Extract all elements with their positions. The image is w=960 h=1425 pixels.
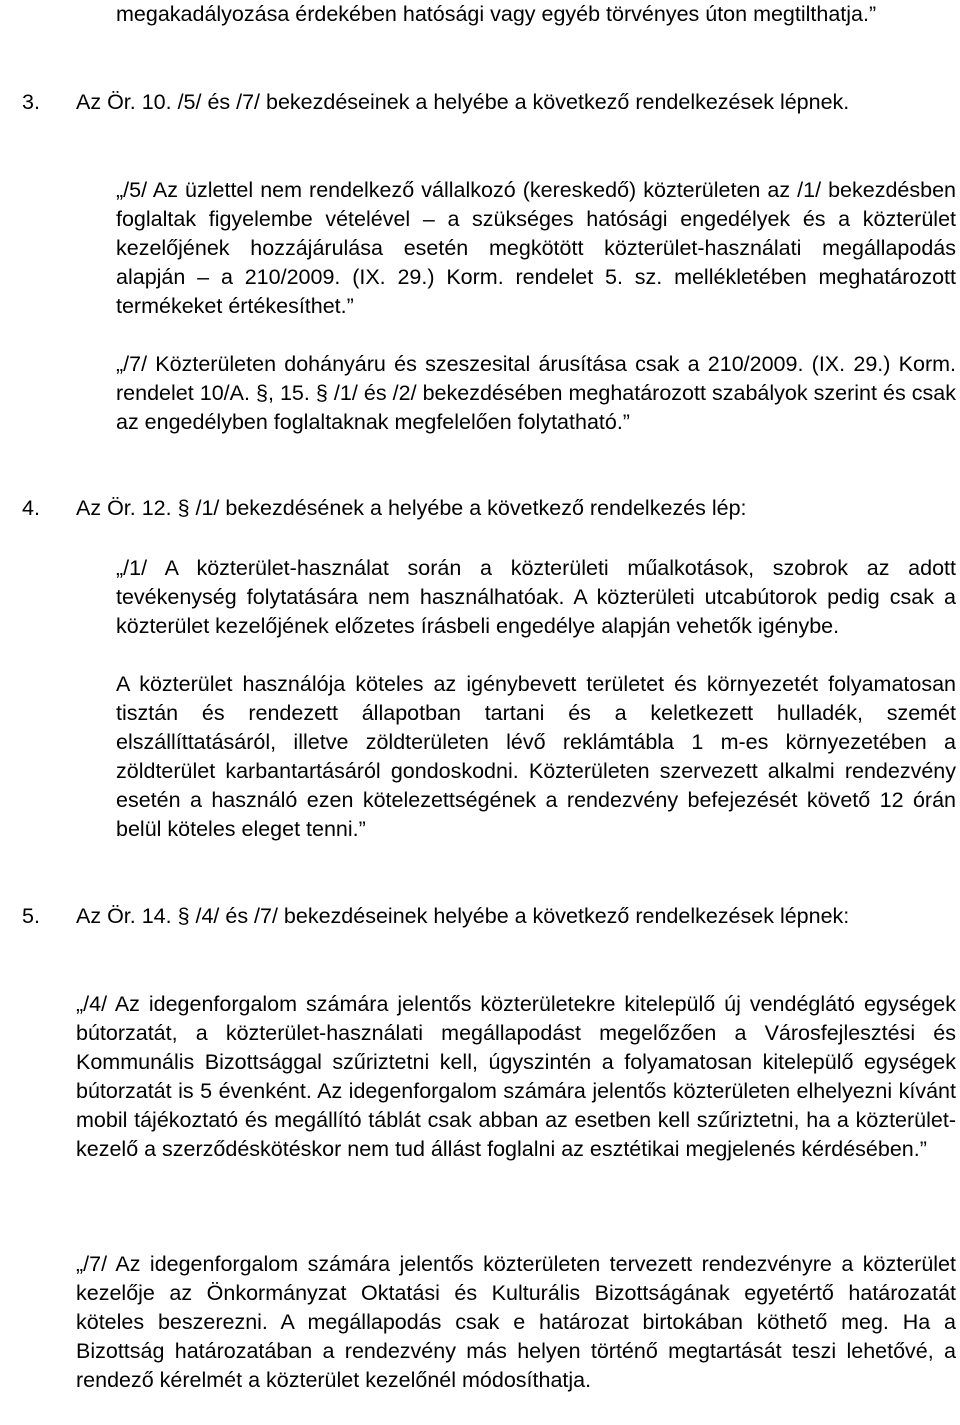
- quoted-paragraph-7b: „/7/ Az idegenforgalom számára jelentős közterületen tervezett rendezvényre a közterület kezelője az Önkormányzat Oktatási és Kulturális Bizottságának egyetértő határozatát köteles beszerezni. A megállapodás csak e határozat birtokában köthető meg. Ha a Bizottság határozatában a rendezvény más helyen történő megtartását teszi lehetővé, a rendező kérelmét a közterület kezelőnél módosíthatja.: [76, 1252, 956, 1392]
- quoted-paragraph-7: „/7/ Közterületen dohányáru és szeszesital árusítása csak a 210/2009. (IX. 29.) Korm. rendelet 10/A. §, 15. § /1/ és /2/ bekezdésében meghatározott szabályok szerint és csak az engedélyben foglaltaknak megfelelően folytatható.”: [116, 352, 956, 434]
- quoted-paragraph-5: „/5/ Az üzlettel nem rendelkező vállalkozó (kereskedő) közterületen az /1/ bekezdésben foglaltak figyelembe vételével – a szükséges hatósági engedélyek és a közterület kezelőjének hozzájárulása esetén megkötött közterület-használati megállapodás alapján – a 210/2009. (IX. 29.) Korm. rendelet 5. sz. mellékletében meghatározott termékeket értékesíthet.”: [116, 178, 956, 318]
- paragraph-continuation: megakadályozása érdekében hatósági vagy egyéb törvényes úton megtilthatja.”: [116, 2, 877, 26]
- quoted-paragraph-1b: A közterület használója köteles az igénybevett területet és környezetét folyamatosan tisztán és rendezett állapotban tartani és a keletkezett hulladék, szemét elszállíttatásáról, illetve zöldterületen lévő reklámtábla 1 m-es környezetében a zöldterület karbantartásáról gondoskodni. Közterületen szervezett alkalmi rendezvény esetén a használó ezen kötelezettségének a rendezvény befejezését követő 12 órán belül köteles eleget tenni.”: [116, 672, 956, 841]
- section-text: Az Ör. 14. § /4/ és /7/ bekezdéseinek helyébe a következő rendelkezések lépnek:: [76, 904, 850, 928]
- section-text: Az Ör. 12. § /1/ bekezdésének a helyébe a következő rendelkezés lép:: [76, 496, 747, 520]
- quoted-paragraph-1a: „/1/ A közterület-használat során a közterületi műalkotások, szobrok az adott tevékenység folytatására nem használhatóak. A közterületi utcabútorok pedig csak a közterület kezelőjének előzetes írásbeli engedélye alapján vehetők igénybe.: [116, 556, 956, 638]
- quoted-paragraph-4: „/4/ Az idegenforgalom számára jelentős közterületekre kitelepülő új vendéglátó egységek bútorzatát, a közterület-használati megállapodást megelőzően a Városfejlesztési és Kommunális Bizottsággal szűriztetni kell, úgyszintén a folyamatosan kitelepülő egységek bútorzatát is 5 évenként. Az idegenforgalom számára jelentős közterületen elhelyezni kívánt mobil tájékoztató és megállító táblát csak abban az esetben kell szűriztetni, ha a közterület-kezelő a szerződéskötéskor nem tud állást foglalni az esztétikai megjelenés kérdésében.”: [76, 992, 956, 1161]
- section-number: 4.: [22, 496, 40, 520]
- section-text: Az Ör. 10. /5/ és /7/ bekezdéseinek a helyébe a következő rendelkezések lépnek.: [76, 90, 850, 114]
- section-number: 3.: [22, 90, 40, 114]
- section-number: 5.: [22, 904, 40, 928]
